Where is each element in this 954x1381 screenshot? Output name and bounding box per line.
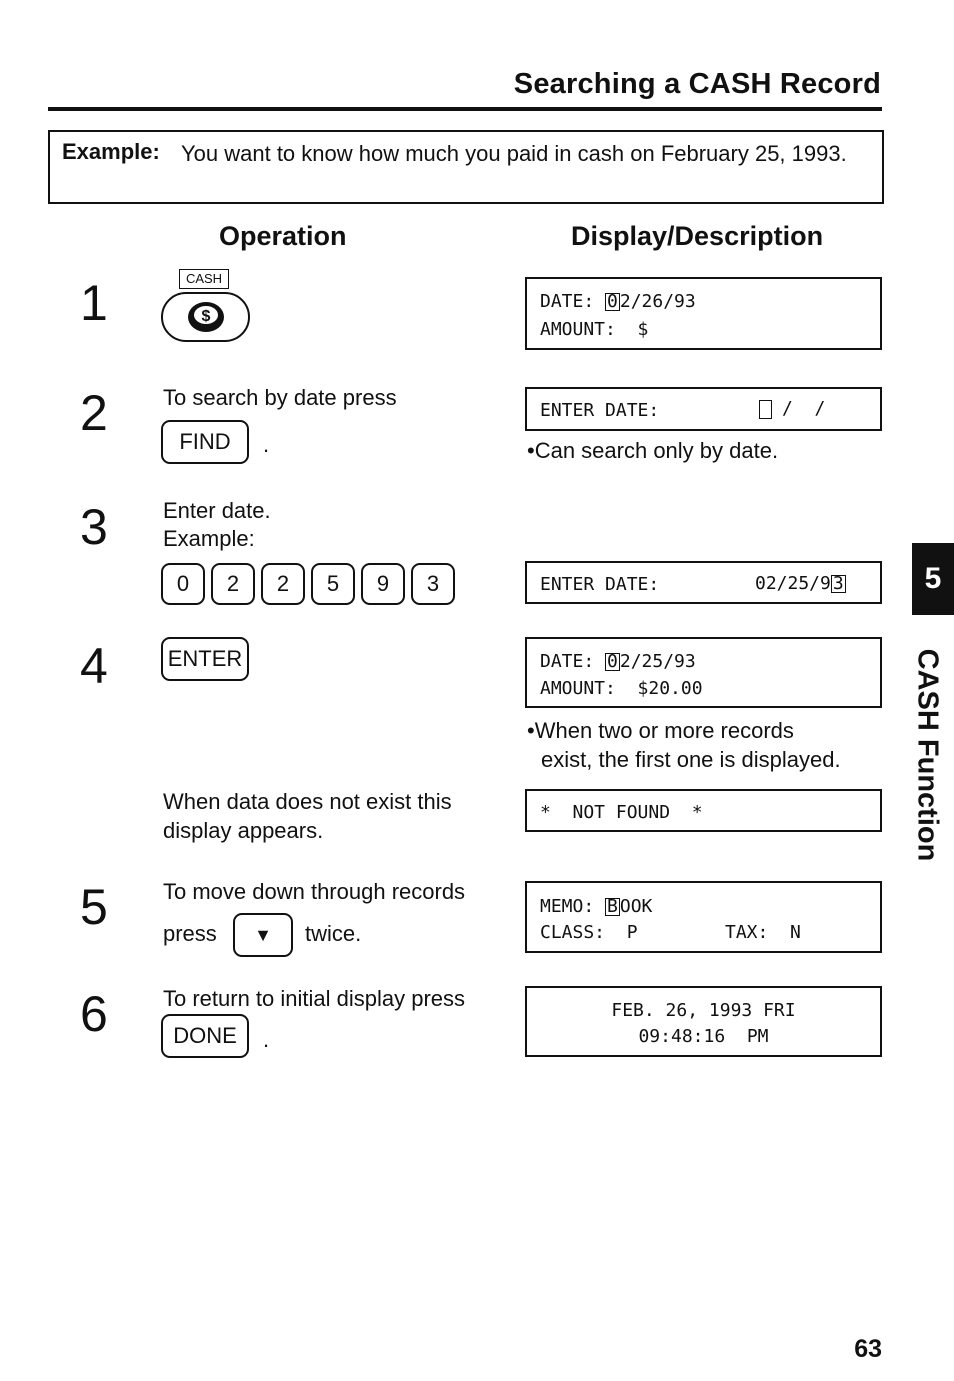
step-5-text-2b: twice.	[305, 921, 362, 946]
display-1-date: 2/26/93	[619, 291, 696, 312]
display-2-slashes: / /	[782, 398, 826, 419]
step-2-period: .	[263, 432, 270, 457]
chapter-tab: 5	[912, 543, 954, 615]
display-7	[525, 986, 882, 1057]
display-3-label: ENTER DATE:	[540, 574, 660, 595]
chapter-vertical-label	[912, 622, 942, 887]
title-rule	[48, 107, 882, 111]
display-1	[525, 277, 882, 350]
display-4-date: 2/25/93	[619, 651, 696, 672]
step-5-number: 5	[80, 879, 108, 935]
operation-heading: Operation	[219, 221, 347, 251]
display-1-label: DATE:	[540, 291, 606, 312]
step-5-text-2a: press	[163, 921, 217, 946]
down-arrow-key[interactable]	[233, 913, 293, 957]
step-5-text-1: To move down through records	[163, 879, 466, 904]
step-4-note: When data does not exist this display appears.	[163, 789, 452, 843]
cursor-block: 0	[607, 651, 618, 672]
display-6-tax: TAX: N	[725, 922, 801, 943]
display-3-value: 02/25/9	[755, 573, 831, 594]
find-key[interactable]: FIND	[161, 420, 249, 464]
done-key[interactable]: DONE	[161, 1014, 249, 1058]
page-title: Searching a CASH Record	[513, 68, 881, 100]
down-arrow-icon: ▼	[254, 925, 272, 945]
display-5	[525, 789, 882, 832]
display-6-class: CLASS: P	[540, 922, 638, 943]
display-4-note-2: exist, the first one is displayed.	[541, 747, 841, 772]
display-6-label: MEMO:	[540, 896, 606, 917]
step-3-text-1: Enter date.	[163, 498, 271, 523]
example-label: Example:	[62, 139, 160, 164]
cursor-block: B	[607, 896, 618, 917]
display-5-text: * NOT FOUND *	[540, 802, 703, 823]
digit-key-3[interactable]: 3	[411, 563, 455, 605]
step-2-text: To search by date press	[163, 385, 397, 410]
cash-key[interactable]	[161, 292, 250, 342]
display-3	[525, 561, 882, 604]
cursor-box	[759, 400, 772, 419]
page-number: 63	[854, 1335, 882, 1363]
enter-key[interactable]: ENTER	[161, 637, 249, 681]
chapter-title: CASH Function	[911, 648, 944, 861]
display-1-amount: AMOUNT: $	[540, 319, 649, 340]
display-4-label: DATE:	[540, 651, 606, 672]
display-6-memo: OOK	[619, 896, 653, 917]
dollar-coin-icon	[163, 294, 248, 340]
step-3-text-2: Example:	[163, 526, 255, 551]
step-1-number: 1	[80, 275, 108, 331]
cash-key-caption: CASH	[179, 269, 229, 289]
svg-text:$: $	[201, 308, 211, 325]
display-7-time: 09:48:16 PM	[638, 1026, 769, 1047]
digit-key-2[interactable]: 2	[261, 563, 305, 605]
display-2	[525, 387, 882, 431]
display-4-amount: AMOUNT: $20.00	[540, 678, 703, 699]
cursor-block: 0	[607, 291, 618, 312]
digit-key-0[interactable]: 0	[161, 563, 205, 605]
display-2-note: •Can search only by date.	[527, 438, 779, 463]
step-6-number: 6	[80, 986, 108, 1042]
display-heading: Display/Description	[571, 221, 824, 251]
example-text: You want to know how much you paid in cash on February 25, 1993.	[181, 141, 847, 166]
step-6-period: .	[263, 1027, 270, 1052]
step-3-number: 3	[80, 499, 108, 555]
step-2-number: 2	[80, 385, 108, 441]
digit-key-5[interactable]: 5	[311, 563, 355, 605]
cursor-block: 3	[832, 573, 844, 594]
display-4	[525, 637, 882, 708]
digit-key-2[interactable]: 2	[211, 563, 255, 605]
step-4-number: 4	[80, 638, 108, 694]
display-2-label: ENTER DATE:	[540, 400, 660, 421]
display-4-note-1: •When two or more records	[527, 718, 794, 743]
step-6-text: To return to initial display press	[163, 986, 466, 1011]
digit-key-9[interactable]: 9	[361, 563, 405, 605]
display-7-date: FEB. 26, 1993 FRI	[611, 1000, 796, 1021]
display-6	[525, 881, 882, 953]
